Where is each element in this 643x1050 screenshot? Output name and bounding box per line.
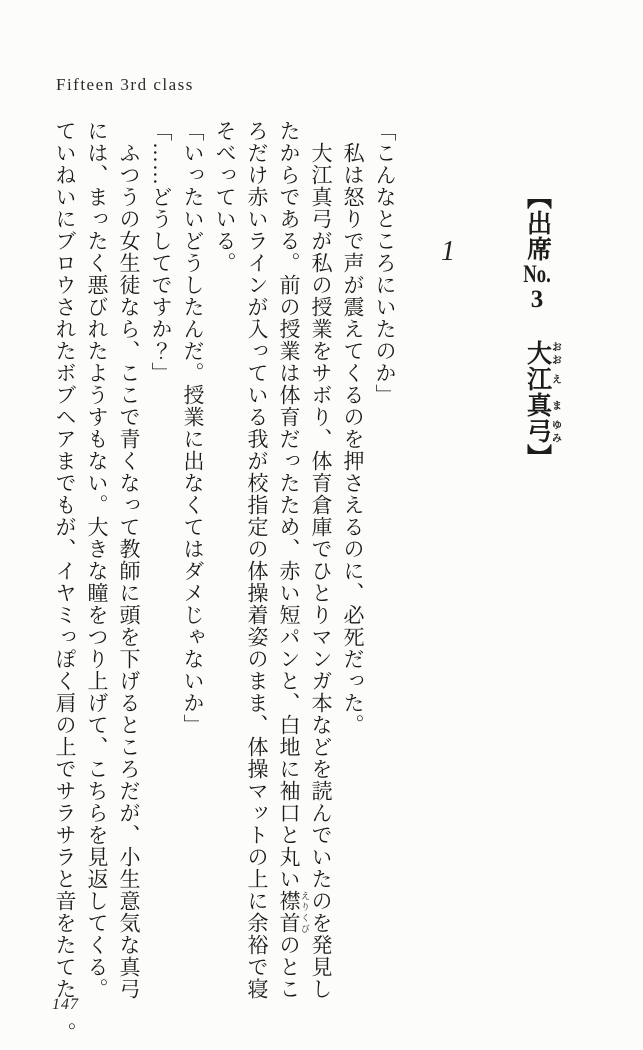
chapter-heading-gap [536,312,537,340]
paragraph-narration: 大江真弓が私の授業をサボり、体育倉庫でひとりマンガ本などを読んでいたのを発見したからである。前の授業は体育だったため、赤い短パンと、白地に袖口と丸い襟首 えりくびのところだけ赤いラインが入っている我が校指定の体操着姿のまま、体操マットの上に余裕で寝そべっている。 [213,120,333,1000]
chapter-heading-no-abbr: No. [523,262,551,287]
paragraph-dialogue: 「いったいどうしたんだ。授業に出なくてはダメじゃないか」 [181,120,205,736]
running-header: Fifteen 3rd class [56,75,194,94]
paragraph-narration: 私は怒りで声が震えてくるのを押さえるのに、必死だった。 [341,142,365,736]
chapter-heading [520,184,560,470]
page-number: 147 [52,996,79,1013]
paragraph-dialogue: 「こんなところにいたのか」 [373,120,397,406]
section-number: 1 [441,236,455,267]
chapter-heading-number: 3 [530,287,544,312]
paragraph-dialogue: 「……どうしてですか？」 [149,120,173,384]
chapter-heading-open-bracket: 【 [523,184,551,210]
body-text [49,120,401,1044]
chapter-heading-close-bracket: 】 [523,444,551,470]
paragraph-narration: ふつうの女生徒なら、ここで青くなって教師に頭を下げるところだが、小生意気な真弓には、まったく悪びれたようすもない。大きな瞳をつり上げて、こちらを見返してくる。ていねいにブロウされたボブヘアまでもが、イヤミっぽく肩の上でサラサラと音をたてた。 [53,120,141,1044]
chapter-heading-label: 出席 [523,210,551,262]
chapter-heading-name: 大 おお江 え真 ま弓 ゆみ [523,340,561,444]
